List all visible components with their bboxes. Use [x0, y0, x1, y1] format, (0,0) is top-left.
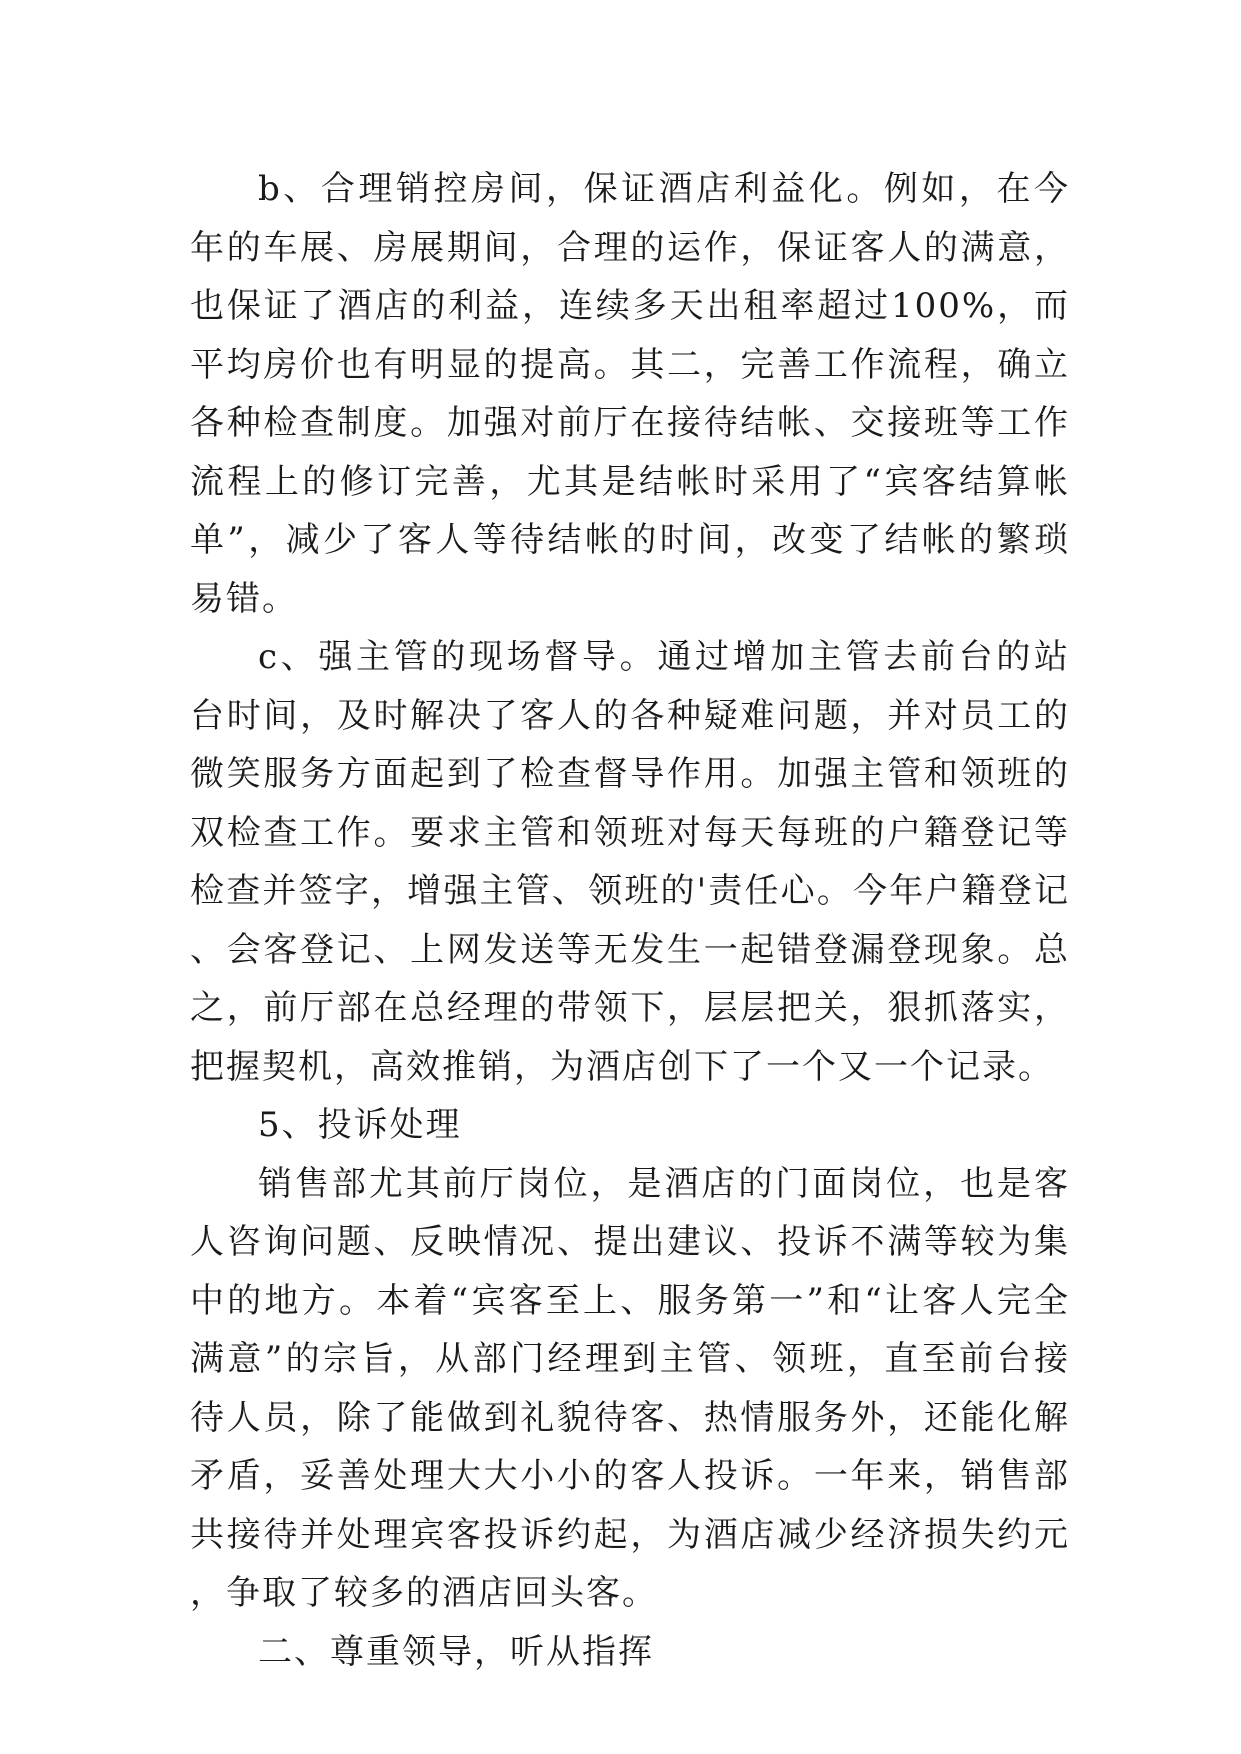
document-body: [190, 160, 1070, 1681]
paragraph-c-supervisor-oversight: c、强主管的现场督导。通过增加主管去前台的站台时间，及时解决了客人的各种疑难问题，并对员工的微笑服务方面起到了检查督导作用。加强主管和领班的双检查工作。要求主管和领班对每天每班的户籍登记等检查并签字，增强主管、领班的'责任心。今年户籍登记、会客登记、上网发送等无发生一起错登漏登现象。总之，前厅部在总经理的带领下，层层把关，狠抓落实，把握契机，高效推销，为酒店创下了一个又一个记录。: [190, 637, 1070, 1087]
section-heading-complaint-handling: 5、投诉处理: [258, 1105, 462, 1145]
paragraph-b-room-sales-control: b、合理销控房间，保证酒店利益化。例如，在今年的车展、房展期间，合理的运作，保证客人的满意，也保证了酒店的利益，连续多天出租率超过100%，而平均房价也有明显的提高。其二，完善工作流程，确立各种检查制度。加强对前厅在接待结帐、交接班等工作流程上的修订完善，尤其是结帐时采用了“宾客结算帐单”，减少了客人等待结帐的时间，改变了结帐的繁琐易错。: [190, 169, 1070, 619]
section-heading-respect-leadership: 二、尊重领导，听从指挥: [258, 1631, 654, 1672]
paragraph-complaint-handling: 销售部尤其前厅岗位，是酒店的门面岗位，也是客人咨询问题、反映情况、提出建议、投诉不满等较为集中的地方。本着“宾客至上、服务第一”和“让客人完全满意”的宗旨，从部门经理到主管、领班，直至前台接待人员，除了能做到礼貌待客、热情服务外，还能化解矛盾，妥善处理大大小小的客人投诉。一年来，销售部共接待并处理宾客投诉约起，为酒店减少经济损失约元，争取了较多的酒店回头客。: [190, 1163, 1070, 1613]
